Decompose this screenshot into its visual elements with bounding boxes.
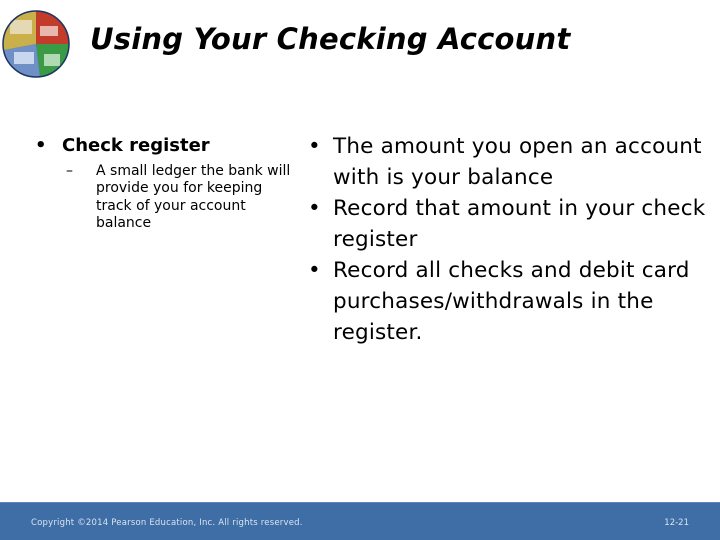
sub-bullet-item — [41, 163, 300, 232]
footer-bar — [0, 502, 720, 540]
bullet-icon: • — [35, 135, 47, 156]
bullet-icon: • — [308, 134, 321, 159]
bullet-text: Record all checks and debit card purchases/withdrawals in the register. — [333, 258, 690, 345]
page-number: 12-21 — [664, 518, 689, 528]
bullet-item — [308, 255, 708, 348]
bullet-icon: • — [308, 258, 321, 283]
bullet-text: Record that amount in your check register — [333, 196, 706, 252]
bullet-item — [308, 193, 708, 255]
bullet-item — [35, 133, 300, 159]
left-column — [35, 133, 300, 232]
bullet-text: Check register — [62, 135, 210, 156]
bullet-icon: • — [308, 196, 321, 221]
copyright-text: Copyright ©2014 Pearson Education, Inc. All rights reserved. — [31, 518, 303, 528]
finance-pie-chart-logo-icon — [0, 0, 72, 86]
slide-title: Using Your Checking Account — [90, 22, 571, 56]
sub-bullet-text: A small ledger the bank will provide you for keeping track of your account balance — [96, 163, 291, 231]
dash-icon: – — [66, 163, 73, 179]
bullet-text: The amount you open an account with is your balance — [333, 134, 702, 190]
right-column — [308, 131, 708, 348]
bullet-item — [308, 131, 708, 193]
